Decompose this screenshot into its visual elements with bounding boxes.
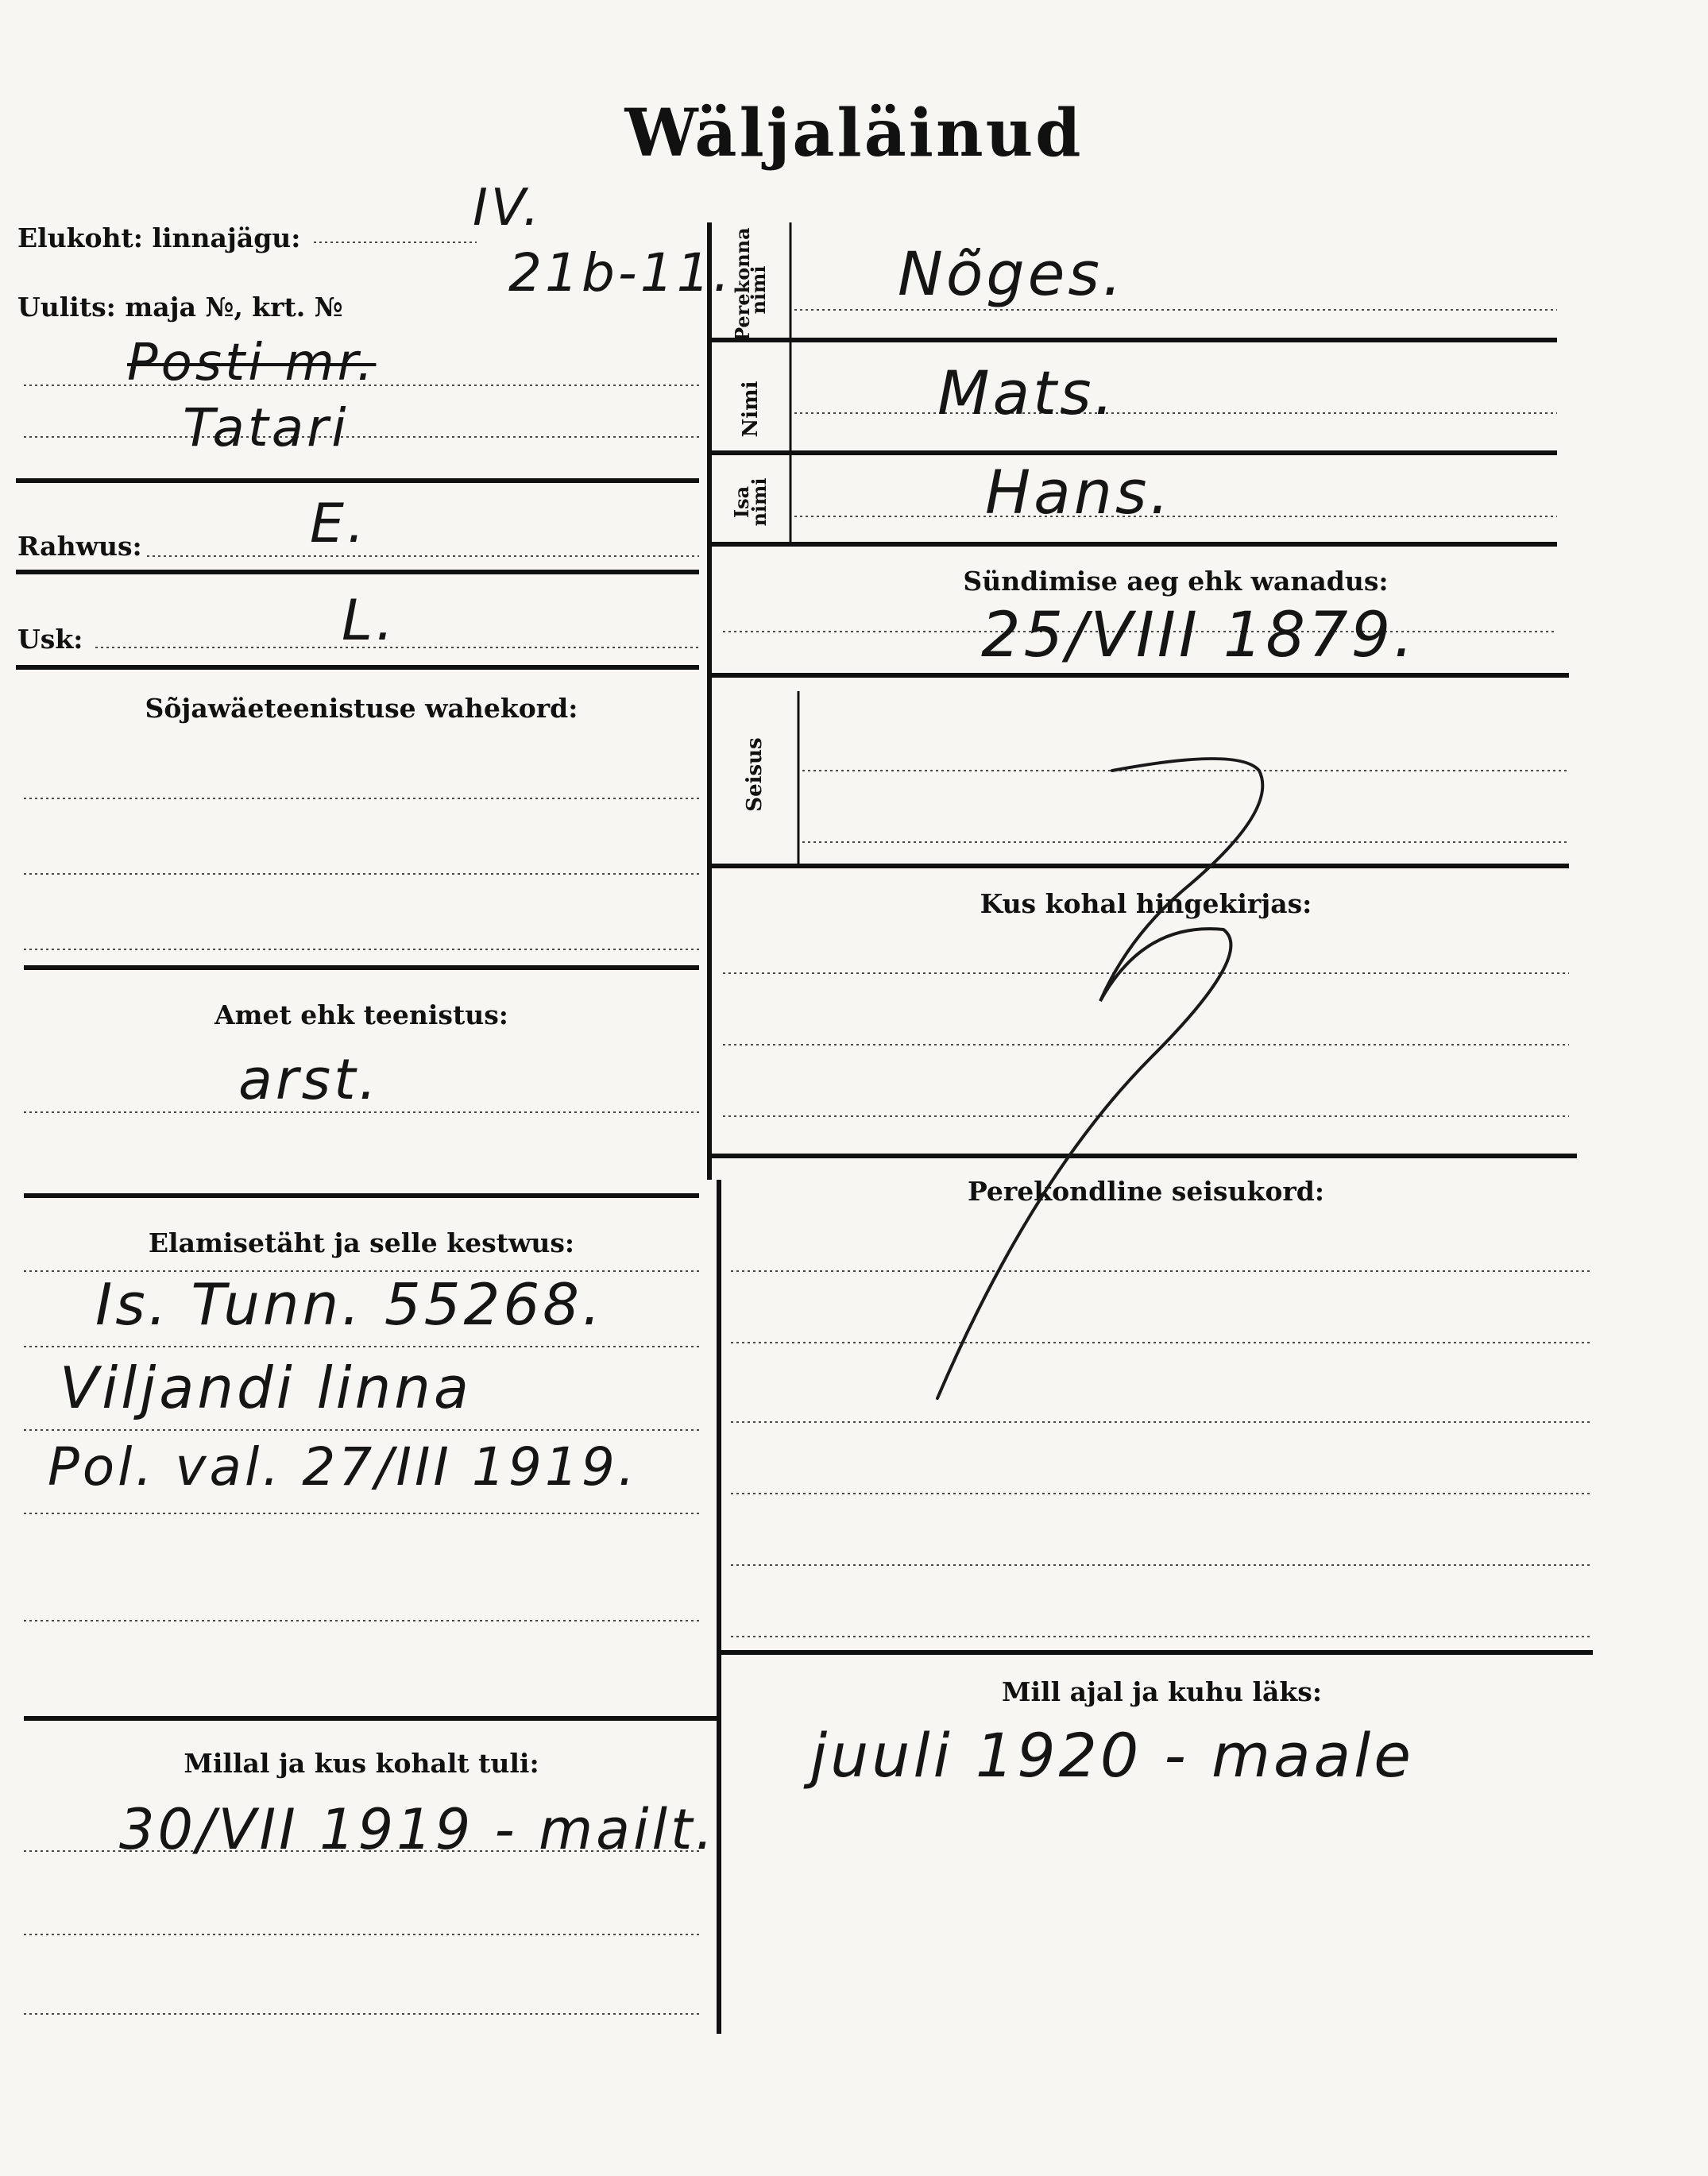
residence-permit-label: Elamisetäht ja selle kestwus: (148, 1227, 575, 1258)
religion-label: Usk: (17, 624, 83, 655)
first-name-entry: Mats. (937, 358, 1117, 428)
family-label: Perekondline seisukord: (968, 1176, 1324, 1207)
father-name-entry: Hans. (985, 457, 1173, 528)
nationality-entry: E. (310, 493, 368, 555)
departed-entry: juuli 1920 - maale (810, 1720, 1415, 1791)
registered-label: Kus kohal hingekirjas: (980, 888, 1312, 919)
permit-line1-entry: Is. Tunn. 55268. (95, 1271, 604, 1338)
form-title: Wäljaläinud (624, 95, 1084, 172)
occupation-label: Amet ehk teenistus: (214, 999, 508, 1030)
military-label: Sõjawäeteenistuse wahekord: (145, 693, 578, 724)
surname-label: Perekonna nimi (731, 227, 770, 342)
birth-label: Sündimise aeg ehk wanadus: (963, 566, 1389, 597)
district-entry: IV. (473, 179, 543, 238)
residence-label: Elukoht: linnajägu: (17, 222, 301, 253)
surname-entry: Nõges. (898, 238, 1126, 309)
arrived-entry: 30/VII 1919 - mailt. (119, 1797, 717, 1862)
departed-label: Mill ajal ja kuhu läks: (1001, 1676, 1323, 1707)
street-new-entry: Tatari (183, 397, 350, 458)
father-name-label: Isa nimi (730, 477, 771, 527)
permit-line2-entry: Viljandi linna (60, 1355, 473, 1421)
first-name-label: Nimi (739, 381, 763, 438)
religion-entry: L. (342, 588, 397, 653)
street-label: Uulits: maja №, krt. № (17, 292, 343, 323)
occupation-entry: arst. (238, 1047, 380, 1112)
arrived-label: Millal ja kus kohalt tuli: (184, 1748, 539, 1779)
nationality-label: Rahwus: (17, 531, 142, 562)
birth-entry: 25/VIII 1879. (981, 600, 1416, 671)
status-label: Seisus (743, 737, 767, 812)
permit-line3-entry: Pol. val. 27/III 1919. (48, 1436, 638, 1498)
street-struck-entry: Posti mr. (127, 334, 377, 392)
house-apt-entry: 21b-11. (508, 242, 733, 303)
